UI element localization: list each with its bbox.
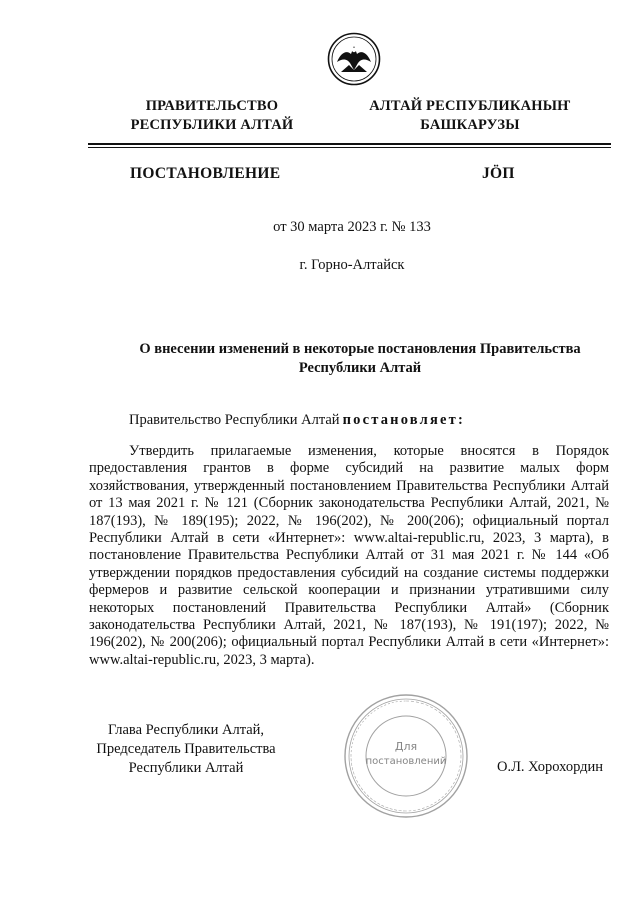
stamp-center-line2: постановлений	[365, 756, 447, 767]
doc-type-altai: JÖП	[482, 165, 515, 182]
title-line2: Республики Алтай	[298, 360, 422, 376]
city: г. Горно-Алтайск	[299, 257, 405, 273]
header-divider-thick	[88, 143, 611, 145]
stamp-center-line1: Для	[394, 740, 418, 753]
body-paragraph: Утвердить прилагаемые изменения, которые вносятся в Порядок предоставления грантов в форме субсидий на развитие малых форм хозяйствования, утвержденный постановлением Правительства Республики Алтай от 13 мая 2021 г. № 121 (Сборник законодательства Республики Алтай, 2021, № 187(193), № 189(195); 2022, № 196(202), № 200(206); официальный портал Республики Алтай в сети «Интернет»: www.altai-republic.ru, 2023, 3 марта), в постановление Правительства Республики Алтай от 31 мая 2021 г. № 144 «Об утверждении порядков предоставления субсидий на создание системы поддержки фермеров и развитие сельской кооперации и признании утратившими силу некоторых постановлений Правительства Республики Алтай» (Сборник законодательства Республики Алтай, 2021, № 187(193), № 191(197); 2022, № 196(202), № 200(206); официальный портал Республики Алтай в сети «Интернет»: www.altai-republic.ru, 2023, 3 марта).	[89, 443, 609, 668]
header-divider-thin	[88, 147, 611, 148]
government-name-altai	[355, 97, 585, 135]
doc-type-russian: ПОСТАНОВЛЕНИЕ	[130, 165, 281, 182]
signatory-position	[86, 721, 286, 778]
header-left-line1: ПРАВИТЕЛЬСТВО	[145, 98, 279, 114]
title-line1: О внесении изменений в некоторые постановления Правительства	[139, 341, 581, 357]
coat-of-arms-emblem-icon	[327, 32, 381, 86]
preamble-verb: постановляет:	[342, 412, 466, 428]
header-right-line1: АЛТАЙ РЕСПУБЛИКАНЫҤ	[369, 98, 571, 114]
header-right-line2: БАШКАРУЗЫ	[420, 117, 520, 133]
preamble	[129, 412, 465, 429]
header-left-line2: РЕСПУБЛИКИ АЛТАЙ	[130, 117, 294, 133]
signatory-line1: Глава Республики Алтай,	[107, 722, 265, 738]
official-stamp-icon	[342, 692, 470, 820]
preamble-text: Правительство Республики Алтай	[129, 412, 340, 428]
signatory-line2: Председатель Правительства	[96, 741, 276, 757]
government-name-russian	[97, 97, 327, 135]
date-and-number: от 30 марта 2023 г. № 133	[273, 219, 431, 235]
document-title	[100, 340, 620, 378]
signatory-line3: Республики Алтай	[128, 760, 244, 776]
signatory-name: О.Л. Хорохордин	[497, 759, 604, 775]
